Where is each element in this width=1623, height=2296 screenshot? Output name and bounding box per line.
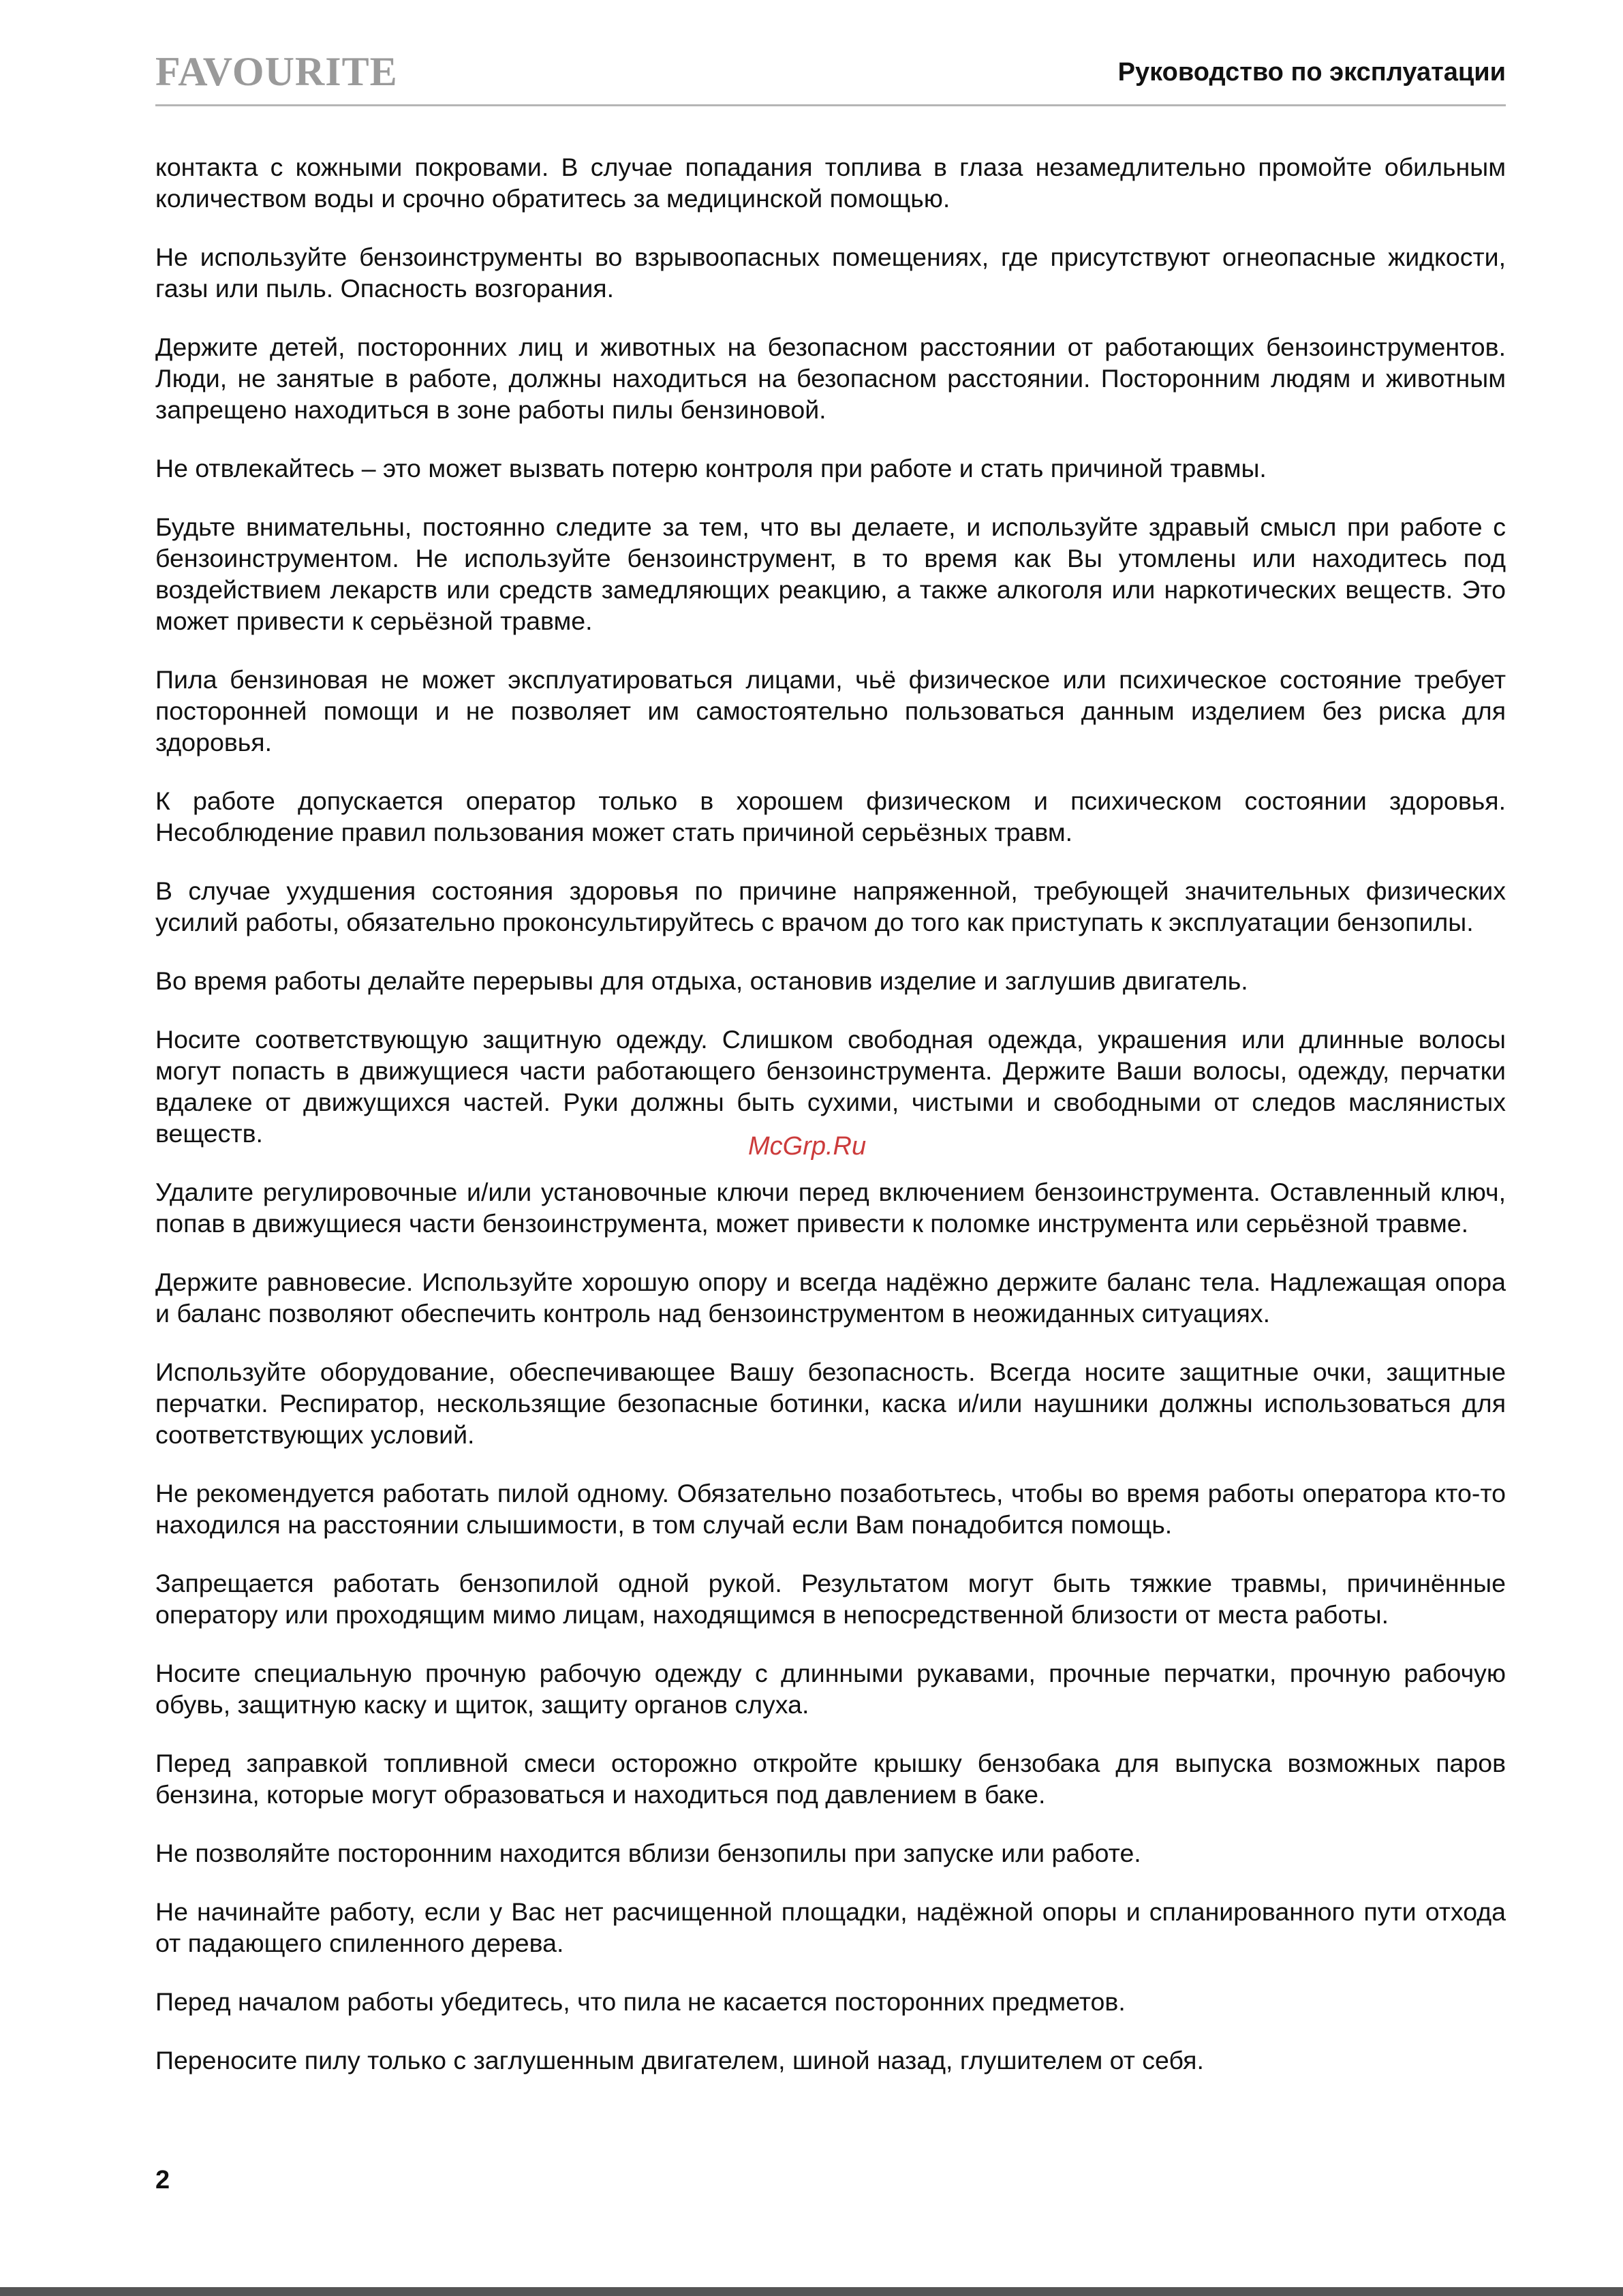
paragraph: В случае ухудшения состояния здоровья по причине напряженной, требующей значительных физических усилий работы, обязательно проконсультируйтесь с врачом до того как приступать к эксплуатации бензопилы. <box>155 876 1506 936</box>
paragraph: Не отвлекайтесь – это может вызвать потерю контроля при работе и стать причиной травмы. <box>155 454 1267 483</box>
paragraph: Не используйте бензоинструменты во взрывоопасных помещениях, где присутствуют огнеопасные жидкости, газы или пыль. Опасность возгорания. <box>155 243 1506 303</box>
paragraph: Запрещается работать бензопилой одной рукой. Результатом могут быть тяжкие травмы, причинённые оператору или проходящим мимо лицам, находящимся в непосредственной близости от места работы. <box>155 1569 1506 1629</box>
paragraph: Держите равновесие. Используйте хорошую опору и всегда надёжно держите баланс тела. Надлежащая опора и баланс позволяют обеспечить контроль над бензоинструментом в неожиданных ситуациях. <box>155 1268 1506 1328</box>
document-body <box>155 151 1506 2103</box>
paragraph: Перед заправкой топливной смеси осторожно откройте крышку бензобака для выпуска возможных паров бензина, которые могут образоваться и находиться под давлением в баке. <box>155 1749 1506 1809</box>
paragraph: Используйте оборудование, обеспечивающее Вашу безопасность. Всегда носите защитные очки, защитные перчатки. Респиратор, нескользящие безопасные ботинки, каска и/или наушники должны использоваться для соответствующих условий. <box>155 1358 1506 1449</box>
paragraph: Перед началом работы убедитесь, что пила не касается посторонних предметов. <box>155 1987 1126 2016</box>
paragraph: Переносите пилу только с заглушенным двигателем, шиной назад, глушителем от себя. <box>155 2046 1204 2075</box>
paragraph: Не начинайте работу, если у Вас нет расчищенной площадки, надёжной опоры и спланированного пути отхода от падающего спиленного дерева. <box>155 1897 1506 1957</box>
paragraph: Носите соответствующую защитную одежду. Слишком свободная одежда, украшения или длинные волосы могут попасть в движущиеся части работающего бензоинструмента. Держите Ваши волосы, одежду, перчатки вдалеке от движущихся частей. Руки должны быть сухими, чистыми и свободными от следов маслянистых веществ. <box>155 1025 1506 1148</box>
paragraph: контакта с кожными покровами. В случае попадания топлива в глаза незамедлительно промойте обильным количеством воды и срочно обратитесь за медицинской помощью. <box>155 153 1506 213</box>
watermark: McGrp.Ru <box>748 1132 867 1161</box>
paragraph: Удалите регулировочные и/или установочные ключи перед включением бензоинструмента. Оставленный ключ, попав в движущиеся части бензоинструмента, может привести к поломке инструмента или серьёзной травме. <box>155 1178 1506 1238</box>
page-header <box>155 42 1506 106</box>
paragraph: Не позволяйте посторонним находится вблизи бензопилы при запуске или работе. <box>155 1839 1141 1867</box>
paragraph: Держите детей, посторонних лиц и животных на безопасном расстоянии от работающих бензоинструментов. Люди, не занятые в работе, должны находиться на безопасном расстоянии. Посторонним людям и животным запрещено находиться в зоне работы пилы бензиновой. <box>155 333 1506 424</box>
paragraph: К работе допускается оператор только в хорошем физическом и психическом состоянии здоровья. Несоблюдение правил пользования может стать причиной серьёзных травм. <box>155 786 1506 846</box>
paragraph: Не рекомендуется работать пилой одному. Обязательно позаботьтесь, чтобы во время работы оператора кто-то находился на расстоянии слышимости, в том случай если Вам понадобится помощь. <box>155 1479 1506 1539</box>
bottom-divider <box>0 2287 1623 2296</box>
page-number: 2 <box>155 2166 170 2194</box>
paragraph: Будьте внимательны, постоянно следите за тем, что вы делаете, и используйте здравый смысл при работе с бензоинструментом. Не используйте бензоинструмент, в то время как Вы утомлены или находитесь под воздействием лекарств или средств замедляющих реакцию, а также алкоголя или наркотических веществ. Это может привести к серьёзной травме. <box>155 512 1506 635</box>
paragraph: Носите специальную прочную рабочую одежду с длинными рукавами, прочные перчатки, прочную рабочую обувь, защитную каску и щиток, защиту органов слуха. <box>155 1659 1506 1719</box>
brand-logo: FAVOURITE <box>155 49 398 94</box>
paragraph: Во время работы делайте перерывы для отдыха, остановив изделие и заглушив двигатель. <box>155 966 1248 995</box>
document-title: Руководство по эксплуатации <box>1117 58 1506 87</box>
paragraph: Пила бензиновая не может эксплуатироваться лицами, чьё физическое или психическое состояние требует посторонней помощи и не позволяет им самостоятельно пользоваться данным изделием без риска для здоровья. <box>155 665 1506 756</box>
